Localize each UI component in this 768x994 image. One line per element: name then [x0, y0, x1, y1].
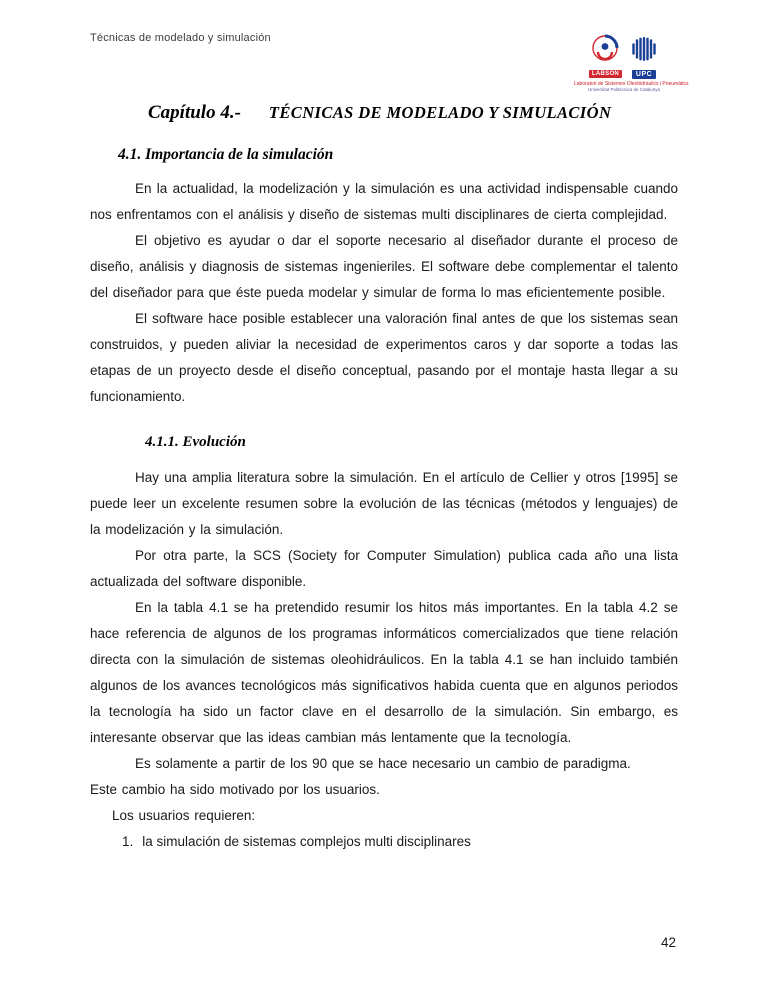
- upc-logo: [629, 34, 659, 79]
- chapter-heading: [148, 102, 678, 124]
- paragraph-importancia-1: En la actualidad, la modelización y la simulación es una actividad indispensable cuando nos enfrentamos con el análisis y diseño de sistemas multi disciplinares de cierta complejidad.: [90, 181, 678, 222]
- running-header-title: Técnicas de modelado y simulación: [90, 32, 271, 44]
- list-item-text: la simulación de sistemas complejos multi disciplinares: [142, 834, 471, 849]
- line-cambio-usuarios: Este cambio ha sido motivado por los usuarios.: [90, 782, 380, 797]
- logo-row: [574, 34, 674, 79]
- paragraph-evolucion-3: En la tabla 4.1 se ha pretendido resumir los hitos más importantes. En la tabla 4.2 se hace referencia de algunos de los programas informáticos comercializados que tiene relación directa con la simulación de sistemas oleohidráulicos. En la tabla 4.1 se han incluido también algunos de los avances tecnológicos más significativos habida cuenta que en algunos periodos la tecnología ha sido un factor clave en el desarrollo de la simulación. Sin embargo, es interesante observar que las ideas cambian más lentamente que la tecnología.: [90, 600, 678, 745]
- logo-caption-line: Universitat Politècnica de Catalunya: [587, 87, 661, 92]
- paragraph-importancia-2: El objetivo es ayudar o dar el soporte necesario al diseñador durante el proceso de diseño, análisis y diagnosis de sistemas ingenieriles. El software debe complementar el talento del diseñador para que éste pueda modelar y simular de forma lo mas eficientemente posible.: [90, 233, 678, 300]
- upc-logo-label: UPC: [632, 70, 656, 79]
- logo-captions: [574, 81, 689, 93]
- section-heading-4-1: 4.1. Importancia de la simulación: [118, 146, 334, 163]
- labson-logo: [589, 34, 622, 78]
- upc-emblem-icon: [629, 34, 659, 69]
- line-usuarios-requieren: Los usuarios requieren:: [112, 808, 256, 823]
- paragraph-importancia-3: El software hace posible establecer una valoración final antes de que los sistemas sean construidos, y pueden aliviar la necesidad de experimentos caros y dar soporte a todas las etapas de un proyecto desde el diseño conceptual, pasando por el montaje hasta llegar a su funcionamiento.: [90, 311, 678, 404]
- logo-caption-line: Laboratori de Sistemes Oleohidràulics i Pneumàtics: [574, 81, 689, 87]
- list-item-number: 1.: [122, 834, 134, 849]
- paragraph-evolucion-2: Por otra parte, la SCS (Society for Computer Simulation) publica cada año una lista actualizada del software disponible.: [90, 548, 678, 589]
- labson-logo-label: LABSON: [589, 70, 622, 78]
- chapter-title: TÉCNICAS DE MODELADO Y SIMULACIÓN: [268, 103, 612, 122]
- page-number: 42: [660, 935, 676, 950]
- paragraph-evolucion-1: Hay una amplia literatura sobre la simulación. En el artículo de Cellier y otros [1995] se puede leer un excelente resumen sobre la evolución de las técnicas (métodos y lenguajes) de la modelización y la simulación.: [90, 470, 678, 537]
- logo-block: [574, 34, 689, 93]
- paragraph-evolucion-4: Es solamente a partir de los 90 que se hace necesario un cambio de paradigma.: [135, 756, 631, 771]
- page-header: [90, 28, 689, 92]
- subsection-heading-4-1-1: 4.1.1. Evolución: [145, 434, 246, 450]
- chapter-number: Capítulo 4.-: [148, 102, 241, 123]
- labson-emblem-icon: [590, 34, 620, 69]
- list-item: [90, 829, 678, 855]
